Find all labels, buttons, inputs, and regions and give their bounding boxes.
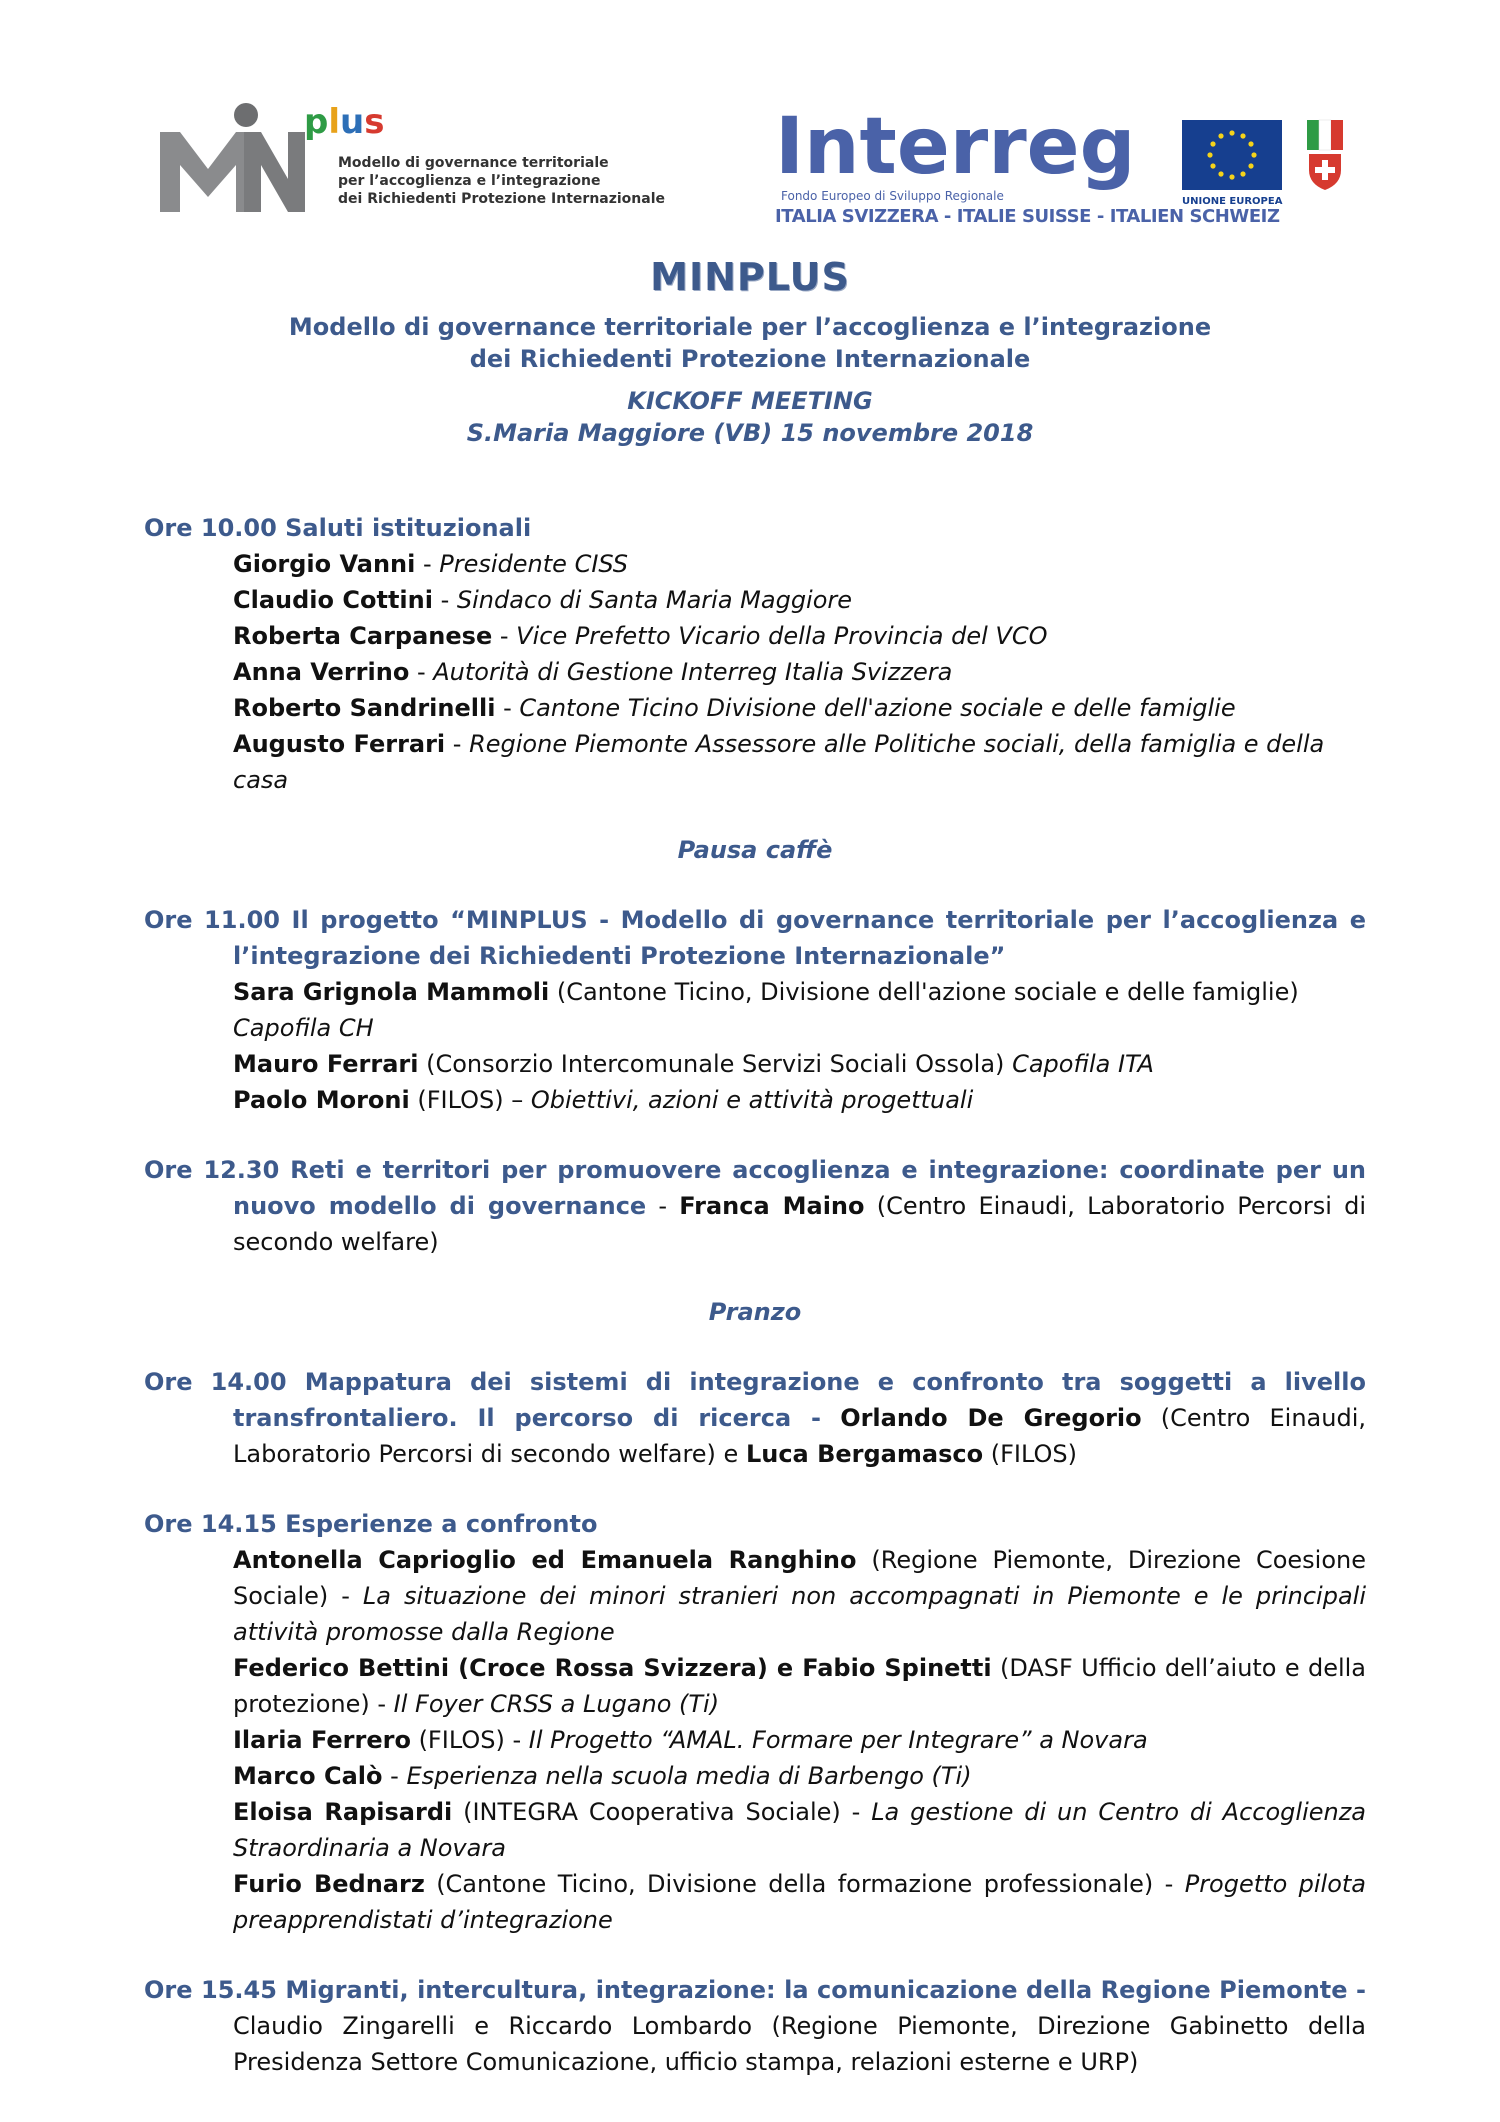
speaker-name: Franca Maino (679, 1192, 865, 1220)
speaker-role: Vice Prefetto Vicario della Provincia del VCO (516, 622, 1048, 650)
interreg-countries: ITALIA SVIZZERA - ITALIE SUISSE - ITALIEN SCHWEIZ (775, 206, 1280, 227)
speaker-detail: (DASF Ufficio dell’aiuto e della protezione) - (233, 1654, 1366, 1718)
speaker-detail: (FILOS) (983, 1440, 1077, 1468)
list-item (233, 582, 1366, 618)
speaker-role: Progetto pilota preapprendistati d’integrazione (233, 1870, 1367, 1934)
list-item (233, 974, 1366, 1046)
session-1100 (144, 902, 1366, 1118)
speaker-detail: (Cantone Ticino, Divisione della formazione professionale) - (424, 1870, 1185, 1898)
separator: - (646, 1192, 680, 1220)
event-place-date: S.Maria Maggiore (VB) 15 novembre 2018 (466, 419, 1034, 447)
separator: - (432, 586, 457, 614)
speaker-role: La situazione dei minori stranieri non accompagnati in Piemonte e le principali attività promosse dalla Regione (233, 1582, 1366, 1646)
italy-flag-icon (1307, 120, 1343, 150)
speaker-name: Marco Calò (233, 1762, 383, 1790)
speaker-role: Capofila ITA (1012, 1050, 1154, 1078)
event-name: KICKOFF MEETING (627, 387, 873, 415)
speaker-detail: (Regione Piemonte, Direzione Coesione Sociale) - (233, 1546, 1367, 1610)
speaker-detail: - (382, 1762, 407, 1790)
speaker-role: Obiettivi, azioni e attività progettuali (530, 1086, 974, 1114)
document-header (0, 255, 1500, 449)
minplus-logo (158, 97, 678, 217)
list-item (233, 1866, 1366, 1938)
separator: - (492, 622, 517, 650)
session-1545 (144, 1972, 1366, 2080)
speaker-list (144, 974, 1366, 1118)
speaker-role: Esperienza nella scuola media di Barbengo (Ti) (406, 1762, 972, 1790)
session-title: Ore 10.00 Saluti istituzionali (144, 514, 532, 542)
speaker-name: Giorgio Vanni (233, 550, 416, 578)
speaker-name: Ilaria Ferrero (233, 1726, 411, 1754)
speaker-name: Mauro Ferrari (233, 1050, 419, 1078)
list-item (233, 690, 1366, 726)
list-item (233, 546, 1366, 582)
list-item (233, 1758, 1366, 1794)
speaker-name: Furio Bednarz (233, 1870, 425, 1898)
minplus-logo-mark (160, 103, 305, 212)
interreg-fund: Fondo Europeo di Sviluppo Regionale (781, 189, 1004, 203)
session-1415 (144, 1506, 1366, 1938)
speaker-role: La gestione di un Centro di Accoglienza Straordinaria a Novara (233, 1798, 1367, 1862)
speaker-name: Federico Bettini (Croce Rossa Svizzera) e Fabio Spinetti (233, 1654, 992, 1682)
session-title: Ore 15.45 Migranti, intercultura, integrazione: la comunicazione della Regione Piemonte - (144, 1976, 1366, 2004)
session-1230 (144, 1152, 1366, 1260)
minplus-logo-line-2: per l’accoglienza e l’integrazione (338, 173, 601, 189)
speaker-name: Eloisa Rapisardi (233, 1798, 453, 1826)
list-item (233, 1794, 1366, 1866)
subtitle-line-2: dei Richiedenti Protezione Internazionale (469, 345, 1031, 373)
document-title: MINPLUS (650, 255, 850, 299)
speaker-name: Sara Grignola Mammoli (233, 978, 550, 1006)
session-1400 (144, 1364, 1366, 1472)
session-title: Ore 12.30 Reti e territori per promuovere accoglienza e integrazione: coordinate per un nuovo modello di governance (144, 1156, 1366, 1220)
speaker-name: Claudio Cottini (233, 586, 433, 614)
speaker-list (144, 546, 1366, 798)
speaker-name: Anna Verrino (233, 658, 410, 686)
swiss-flag-icon (1309, 154, 1341, 190)
session-title: Ore 14.15 Esperienze a confronto (144, 1510, 598, 1538)
list-item (233, 618, 1366, 654)
speaker-role: Il Progetto “AMAL. Formare per Integrare” a Novara (528, 1726, 1148, 1754)
speaker-name: Paolo Moroni (233, 1086, 410, 1114)
speaker-role: Sindaco di Santa Maria Maggiore (456, 586, 853, 614)
speaker-detail: (Centro Einaudi, Laboratorio Percorsi di secondo welfare) e (233, 1404, 1366, 1468)
minplus-logo-line-3: dei Richiedenti Protezione Internazionale (338, 191, 666, 207)
speaker-role: Presidente CISS (439, 550, 629, 578)
lunch-break: Pranzo (708, 1298, 802, 1326)
interreg-logo (775, 108, 1355, 228)
list-item (233, 1046, 1366, 1082)
speaker-name: Luca Bergamasco (745, 1440, 984, 1468)
speaker-detail: (Cantone Ticino, Divisione dell'azione sociale e delle famiglie) (549, 978, 1299, 1006)
interreg-wordmark: Interreg (775, 108, 1136, 192)
separator: - (445, 730, 470, 758)
list-item (233, 1722, 1366, 1758)
program (144, 510, 1366, 2114)
list-item (233, 1650, 1366, 1722)
session-title: Ore 11.00 Il progetto “MINPLUS - Modello di governance territoriale per l’accoglienza e l’integrazione dei Richiedenti Protezione Internazionale” (144, 906, 1366, 970)
list-item (233, 1082, 1366, 1118)
speaker-name: Roberta Carpanese (233, 622, 493, 650)
speaker-detail: (Centro Einaudi, Laboratorio Percorsi di secondo welfare) (233, 1192, 1366, 1256)
speaker-detail: Claudio Zingarelli e Riccardo Lombardo (Regione Piemonte, Direzione Gabinetto della Presidenza Settore Comunicazione, ufficio stampa, relazioni esterne e URP) (233, 2012, 1366, 2076)
speaker-list (144, 1542, 1366, 1938)
speaker-name: Orlando De Gregorio (840, 1404, 1142, 1432)
speaker-detail: (Consorzio Intercomunale Servizi Sociali Ossola) (418, 1050, 1013, 1078)
speaker-name: Roberto Sandrinelli (233, 694, 496, 722)
speaker-role: Cantone Ticino Divisione dell'azione sociale e delle famiglie (519, 694, 1236, 722)
eu-label: UNIONE EUROPEA (1182, 196, 1283, 207)
speaker-name: Augusto Ferrari (233, 730, 446, 758)
speaker-detail: (INTEGRA Cooperativa Sociale) - (452, 1798, 872, 1826)
speaker-name: Antonella Caprioglio ed Emanuela Ranghino (233, 1546, 857, 1574)
svg-text:plus: plus (304, 102, 385, 142)
list-item (233, 726, 1366, 798)
speaker-role: Autorità di Gestione Interreg Italia Svizzera (433, 658, 953, 686)
speaker-detail: (FILOS) - (410, 1726, 529, 1754)
speaker-role: Il Foyer CRSS a Lugano (Ti) (393, 1690, 720, 1718)
speaker-detail: (FILOS) – (409, 1086, 531, 1114)
session-1000 (144, 510, 1366, 798)
coffee-break: Pausa caffè (677, 836, 833, 864)
session-title: Ore 14.00 Mappatura dei sistemi di integrazione e confronto tra soggetti a livello transfrontaliero. Il percorso di ricerca - (144, 1368, 1366, 1432)
minplus-logo-line-1: Modello di governance territoriale (338, 155, 609, 171)
separator: - (415, 550, 440, 578)
separator: - (495, 694, 520, 722)
speaker-role: Regione Piemonte Assessore alle Politiche sociali, della famiglia e della casa (233, 730, 1325, 794)
speaker-role: Capofila CH (233, 1014, 374, 1042)
subtitle-line-1: Modello di governance territoriale per l’accoglienza e l’integrazione (288, 313, 1212, 341)
list-item (233, 1542, 1366, 1650)
separator: - (409, 658, 434, 686)
list-item (233, 654, 1366, 690)
